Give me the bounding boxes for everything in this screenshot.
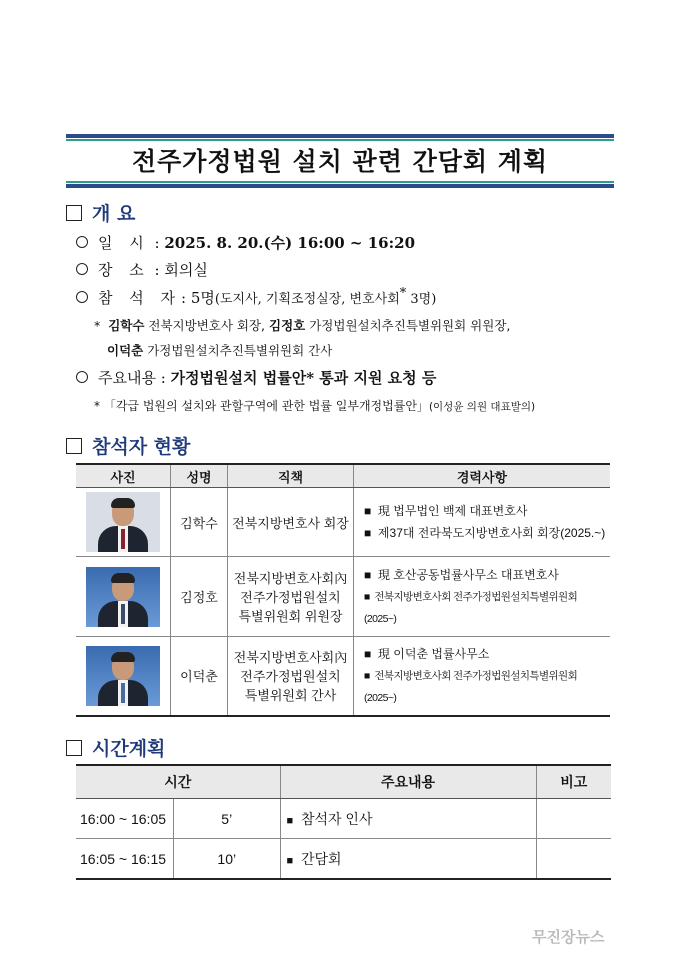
overview-place-line: 장 소 : 회의실 bbox=[76, 259, 208, 280]
document-title: 전주가정법원 설치 관련 간담회 계획 bbox=[131, 147, 549, 176]
section-overview-heading: 개 요 bbox=[66, 199, 135, 226]
date-value: 2025. 8. 20.(수) 16:00 ~ 16:20 bbox=[164, 234, 416, 252]
schedule-content bbox=[280, 839, 536, 880]
attendee-name: 김학수 bbox=[171, 488, 228, 557]
schedule-time: 16:05 ~ 16:15 bbox=[76, 839, 174, 880]
square-outline-icon bbox=[66, 205, 82, 221]
attendees-count: 5명 bbox=[190, 289, 215, 307]
table-row bbox=[76, 799, 611, 839]
watermark-text: 무진장뉴스 bbox=[532, 928, 605, 946]
position-line: 특별위원회 위원장 bbox=[238, 609, 343, 624]
position-line: 전주가정법원설치 bbox=[240, 669, 341, 685]
section-attendees-heading: 참석자 현황 bbox=[66, 432, 190, 459]
attendee-position bbox=[228, 557, 354, 637]
date-label: 일 시 bbox=[98, 234, 150, 252]
career-text: 現 호산공동법률사무소 대표변호사 bbox=[377, 567, 559, 582]
section-schedule-heading: 시간계획 bbox=[66, 734, 165, 761]
col-photo: 사진 bbox=[76, 464, 171, 488]
career-item bbox=[364, 564, 609, 586]
attendee-name: 김정호 bbox=[171, 557, 228, 637]
filled-square-bullet-icon: ■ bbox=[364, 526, 372, 540]
position-line: 전북지방변호사회內 bbox=[233, 650, 348, 666]
attendee-career bbox=[354, 557, 611, 637]
career-item bbox=[364, 643, 609, 665]
overview-date-line: 일 시 : 2025. 8. 20.(수) 16:00 ~ 16:20 bbox=[76, 232, 415, 253]
title-banner bbox=[66, 134, 614, 188]
filled-square-bullet-icon: ■ bbox=[364, 504, 372, 518]
person-photo bbox=[86, 646, 160, 706]
career-item bbox=[364, 586, 609, 630]
schedule-time: 16:00 ~ 16:05 bbox=[76, 799, 174, 839]
attendees-table bbox=[76, 463, 610, 717]
position-line: 전주가정법원설치 bbox=[240, 590, 341, 605]
attendees-detail: (도지사, 기획조정실장, 변호사회 bbox=[214, 292, 400, 307]
agenda-note: * 「각급 법원의 설치와 관할구역에 관한 법률 일부개정법률안」(이성윤 의원 대표발의) bbox=[94, 399, 536, 413]
col-name: 성명 bbox=[171, 464, 228, 488]
career-text: 現 법무법인 백제 대표변호사 bbox=[377, 504, 528, 518]
attendees-label: 참 석 자 bbox=[98, 289, 182, 307]
attendees-detail-sup: * bbox=[399, 286, 407, 301]
square-outline-icon bbox=[66, 438, 82, 454]
schedule-note bbox=[536, 799, 611, 839]
career-text: 전북지방변호사회 전주가정법원설치특별위원회(2025~) bbox=[364, 669, 578, 704]
square-outline-icon bbox=[66, 740, 82, 756]
schedule-duration: 10’ bbox=[174, 839, 281, 880]
filled-square-bullet-icon: ■ bbox=[364, 669, 370, 682]
note-name-3: 이덕춘 bbox=[107, 343, 144, 358]
note-text-3: 가정법원설치추진특별위원회 간사 bbox=[143, 343, 333, 358]
agenda-note-small: (이성윤 의원 대표발의) bbox=[428, 401, 536, 413]
filled-square-bullet-icon: ■ bbox=[286, 854, 294, 867]
person-photo bbox=[86, 492, 160, 552]
career-text: 現 이덕춘 법률사무소 bbox=[377, 646, 490, 661]
table-row bbox=[76, 488, 610, 557]
circle-outline-icon bbox=[76, 263, 88, 275]
attendee-career bbox=[354, 488, 611, 557]
agenda-label: 주요내용 bbox=[98, 369, 156, 387]
col-position: 직책 bbox=[228, 464, 354, 488]
col-content: 주요내용 bbox=[280, 765, 536, 799]
schedule-content-text: 참석자 인사 bbox=[300, 810, 373, 827]
agenda-note-text: 「각급 법원의 설치와 관할구역에 관한 법률 일부개정법률안」 bbox=[103, 399, 429, 413]
person-photo bbox=[86, 567, 160, 627]
attendees-note-2 bbox=[107, 341, 332, 359]
position-line: 특별위원회 간사 bbox=[244, 688, 337, 704]
career-item bbox=[364, 665, 609, 709]
schedule-duration: 5’ bbox=[174, 799, 281, 839]
col-time: 시간 bbox=[76, 765, 280, 799]
col-career: 경력사항 bbox=[354, 464, 611, 488]
schedule-table bbox=[76, 764, 611, 880]
note-name-1: 김학수 bbox=[108, 318, 145, 333]
overview-agenda-line: 주요내용 : 가정법원설치 법률안* 통과 지원 요청 등 bbox=[76, 367, 436, 388]
col-note: 비고 bbox=[536, 765, 611, 799]
note-text-1: 전북지방변호사 회장, bbox=[144, 318, 270, 333]
watermark bbox=[532, 926, 604, 947]
position-line: 전북지방변호사 회장 bbox=[232, 515, 349, 531]
place-label: 장 소 bbox=[98, 261, 150, 279]
attendees-note-1: * 김학수 전북지방변호사 회장, 김정호 가정법원설치추진특별위원회 위원장, bbox=[94, 318, 511, 333]
circle-outline-icon bbox=[76, 371, 88, 383]
schedule-note bbox=[536, 839, 611, 880]
filled-square-bullet-icon: ■ bbox=[364, 590, 370, 603]
attendee-position bbox=[228, 637, 354, 716]
career-text: 제37대 전라북도지방변호사회 회장(2025.~) bbox=[377, 526, 606, 540]
note-name-2: 김정호 bbox=[269, 318, 306, 333]
circle-outline-icon bbox=[76, 236, 88, 248]
attendee-career bbox=[354, 637, 611, 716]
attendee-position bbox=[228, 488, 354, 557]
filled-square-bullet-icon: ■ bbox=[364, 646, 372, 661]
circle-outline-icon bbox=[76, 291, 88, 303]
table-row bbox=[76, 557, 610, 637]
overview-attendees-line: 참 석 자: 5명(도지사, 기획조정실장, 변호사회* 3명) bbox=[76, 286, 436, 308]
note-text-2: 가정법원설치추진특별위원회 위원장, bbox=[305, 318, 511, 333]
schedule-content bbox=[280, 799, 536, 839]
attendee-name: 이덕춘 bbox=[171, 637, 228, 716]
table-row bbox=[76, 839, 611, 880]
position-line: 전북지방변호사회內 bbox=[233, 571, 348, 586]
career-text: 전북지방변호사회 전주가정법원설치특별위원회(2025~) bbox=[364, 590, 578, 625]
table-row bbox=[76, 637, 610, 716]
agenda-value: 가정법원설치 법률안* 통과 지원 요청 등 bbox=[170, 369, 437, 387]
career-item bbox=[364, 522, 609, 544]
schedule-content-text: 간담회 bbox=[300, 850, 342, 867]
career-item bbox=[364, 500, 609, 522]
attendees-detail-end: 3명) bbox=[406, 292, 437, 307]
filled-square-bullet-icon: ■ bbox=[364, 567, 372, 582]
place-value: 회의실 bbox=[164, 261, 208, 279]
filled-square-bullet-icon: ■ bbox=[286, 814, 294, 827]
